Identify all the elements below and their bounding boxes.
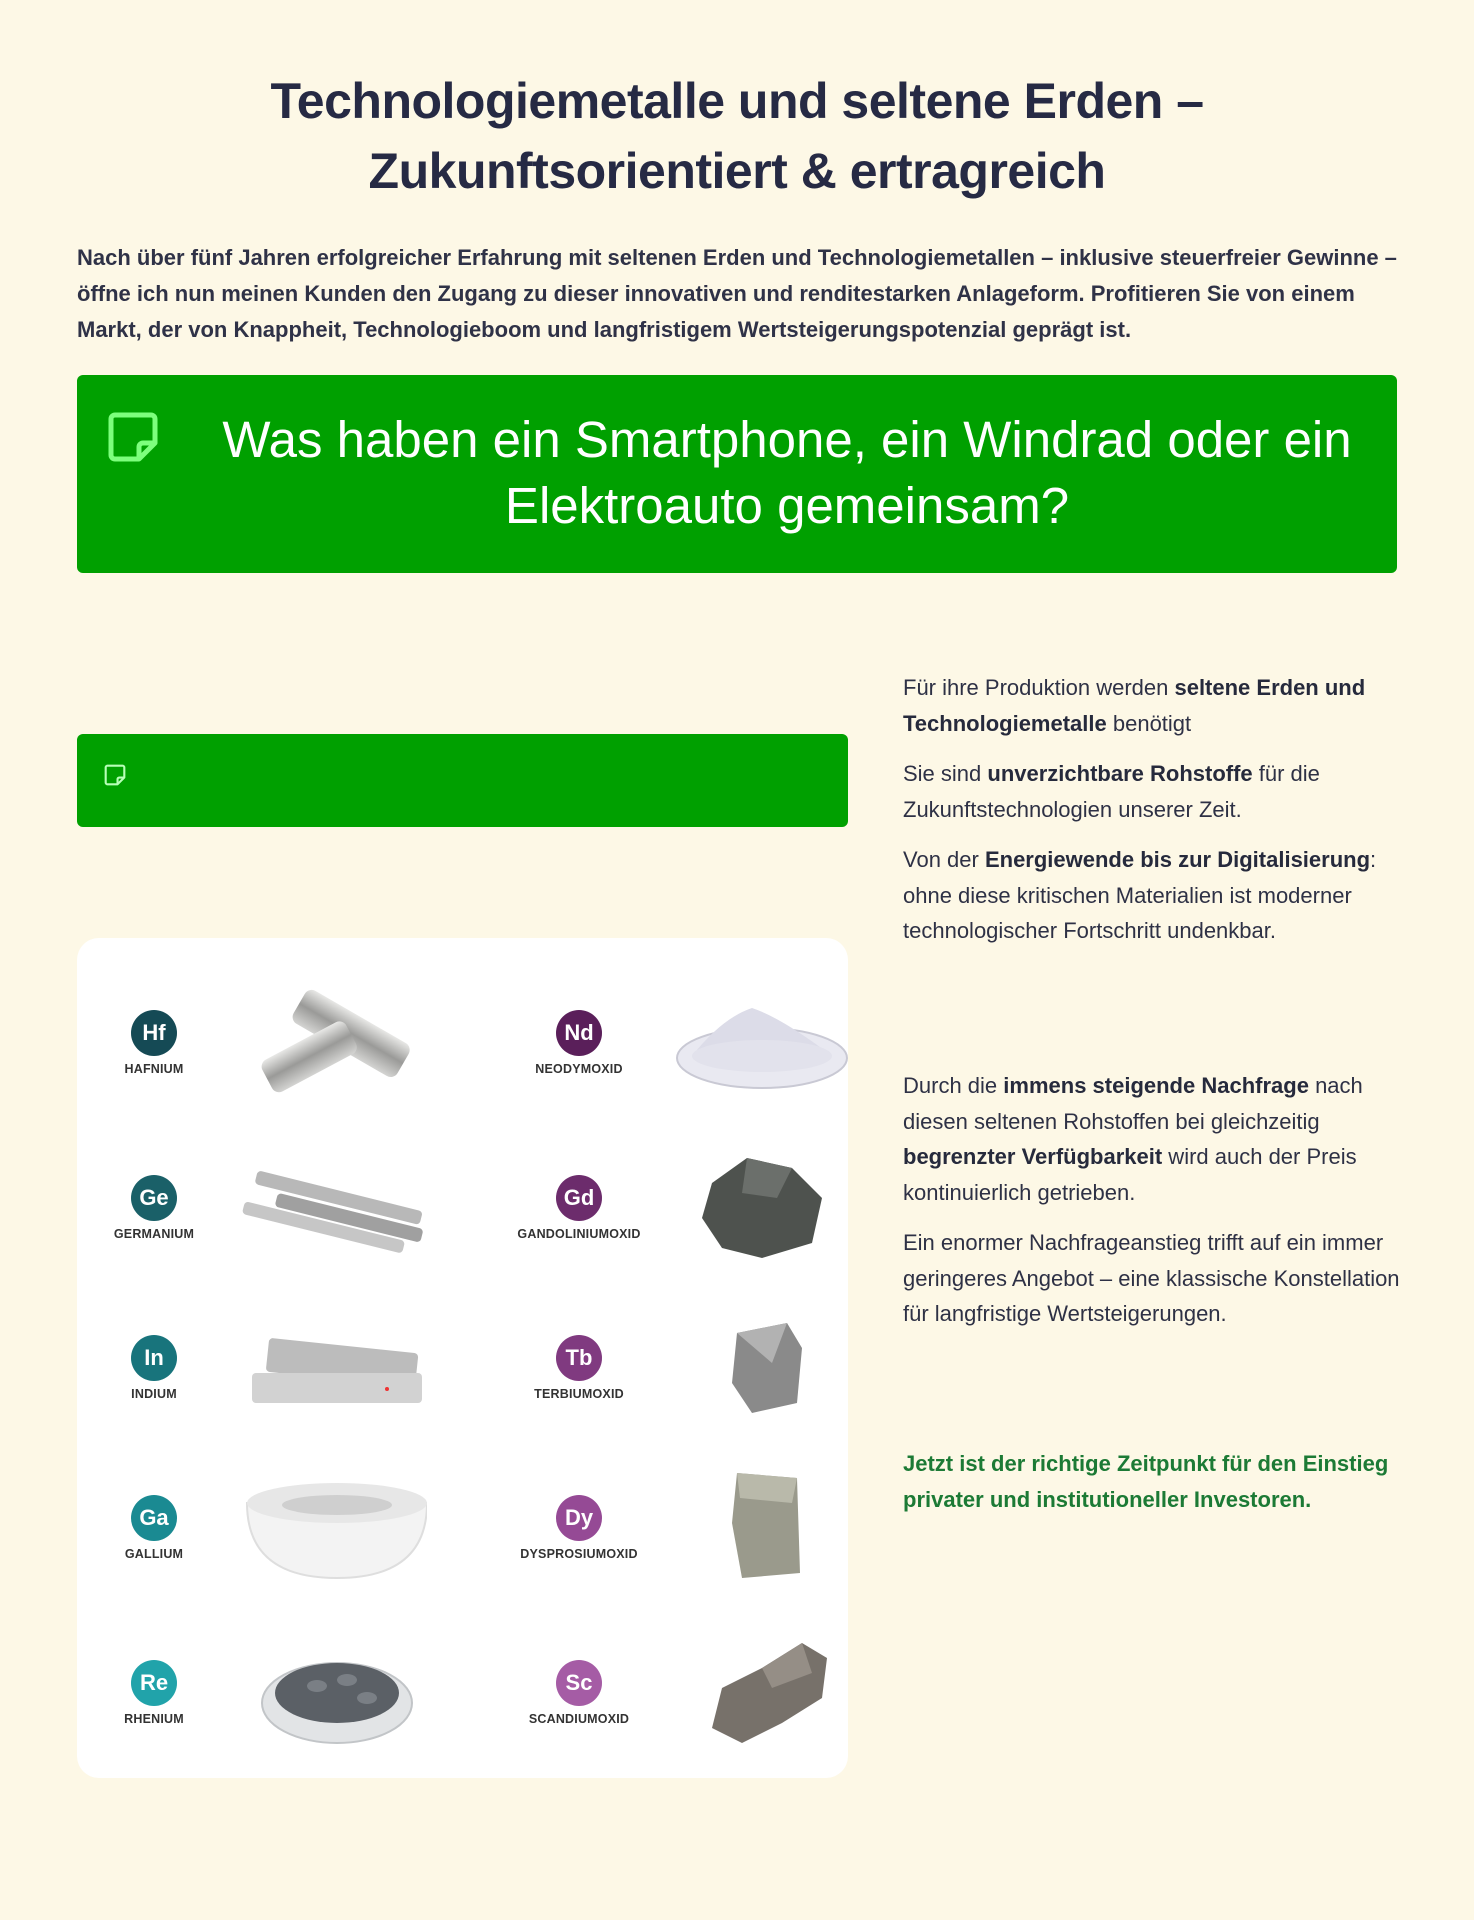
- element-germanium: [77, 1143, 457, 1303]
- element-badge: In: [131, 1335, 177, 1381]
- indium-ingots-image: [227, 1303, 427, 1433]
- text-raw-materials: [903, 756, 1403, 827]
- intro-text: Nach über fünf Jahren erfolgreicher Erfahrung mit seltenen Erden und Technologiemetallen – inklusive steuerfreier Gewinne – öffne ich nun meinen Kunden den Zugang zu dieser innovativen und renditestarken Anlageform. Profitieren Sie von einem Markt, der von Knappheit, Technologieboom und langfristigem Wertsteigerungspotenzial geprägt ist.: [77, 245, 1397, 342]
- text: nach diesen seltenen Rohstoffen bei gleichzeitig: [903, 1073, 1363, 1134]
- element-badge: Hf: [131, 1010, 177, 1056]
- element-gandoliniumoxid: [502, 1143, 882, 1303]
- page-title: Technologiemetalle und seltene Erden – Zukunftsorientiert & ertragreich: [270, 73, 1204, 199]
- text: Sie sind: [903, 761, 988, 786]
- element-name: RHENIUM: [124, 1712, 184, 1726]
- text-supply: Ein enormer Nachfrageanstieg trifft auf ein immer geringeres Angebot – eine klassische Konstellation für langfristige Wertsteigerungen.: [903, 1230, 1400, 1326]
- element-indium: [77, 1303, 457, 1463]
- elements-card: [77, 938, 848, 1778]
- element-gallium: [77, 1463, 457, 1623]
- text: Für ihre Produktion werden: [903, 675, 1175, 700]
- rhenium-pellets-image: [227, 1628, 427, 1758]
- scandiumoxid-rock-image: [652, 1628, 852, 1758]
- element-name: GANDOLINIUMOXID: [517, 1227, 641, 1241]
- element-name: DYSPROSIUMOXID: [520, 1547, 638, 1561]
- gallium-bowl-image: [227, 1463, 427, 1593]
- right-column-cta: [903, 1446, 1403, 1532]
- right-column-middle: [903, 1068, 1403, 1347]
- element-neodymoxid: [502, 978, 882, 1138]
- element-rhenium: [77, 1628, 457, 1788]
- text-production: [903, 670, 1403, 741]
- text: : ohne diese kritischen Materialien ist moderner technologischer Fortschritt undenkbar.: [903, 847, 1377, 943]
- element-badge: Tb: [556, 1335, 602, 1381]
- text-bold: Energiewende bis zur Digitalisierung: [984, 847, 1371, 872]
- element-name: GALLIUM: [124, 1547, 184, 1561]
- element-dysprosiumoxid: [502, 1463, 882, 1623]
- text: benötigt: [1106, 710, 1192, 736]
- element-badge: Sc: [556, 1660, 602, 1706]
- text: wird auch der Preis kontinuierlich getrieben.: [903, 1144, 1357, 1205]
- text-bold: begrenzter Verfügbarkeit: [903, 1144, 1163, 1169]
- hafnium-bars-image: [227, 978, 427, 1108]
- element-name: INDIUM: [131, 1387, 177, 1401]
- element-badge: Ga: [131, 1495, 177, 1541]
- gandoliniumoxid-rock-image: [652, 1143, 852, 1273]
- green-bar: [77, 734, 848, 827]
- element-name: SCANDIUMOXID: [528, 1712, 630, 1726]
- element-scandiumoxid: [502, 1628, 882, 1788]
- element-name: NEODYMOXID: [535, 1062, 623, 1076]
- element-badge: Nd: [556, 1010, 602, 1056]
- text: Von der: [903, 847, 985, 872]
- text-bold: seltene Erden und Technologiemetalle: [903, 675, 1366, 736]
- element-name: GERMANIUM: [113, 1227, 195, 1241]
- element-badge: Ge: [131, 1175, 177, 1221]
- element-badge: Gd: [556, 1175, 602, 1221]
- text-demand: [903, 1068, 1403, 1210]
- germanium-bars-image: [227, 1143, 427, 1273]
- element-name: HAFNIUM: [124, 1062, 184, 1076]
- element-terbiumoxid: [502, 1303, 882, 1463]
- text-energy-digitalization: [903, 842, 1403, 949]
- element-hafnium: [77, 978, 457, 1138]
- right-column-top: [903, 670, 1403, 964]
- note-icon: [104, 764, 126, 786]
- question-banner: [77, 375, 1397, 573]
- neodymoxid-powder-image: [652, 978, 852, 1108]
- text-bold: immens steigende Nachfrage: [1003, 1073, 1309, 1098]
- banner-question: Was haben ein Smartphone, ein Windrad oder ein Elektroauto gemeinsam?: [222, 411, 1352, 534]
- note-icon: [107, 411, 159, 463]
- text-bold: unverzichtbare Rohstoffe: [987, 761, 1253, 786]
- cta-text: Jetzt ist der richtige Zeitpunkt für den Einstieg privater und institutioneller Investoren.: [903, 1451, 1389, 1512]
- dysprosiumoxid-block-image: [652, 1463, 852, 1593]
- element-name: TERBIUMOXID: [534, 1387, 624, 1401]
- element-badge: Dy: [556, 1495, 602, 1541]
- text: für die Zukunftstechnologien unserer Zeit.: [903, 761, 1320, 822]
- terbiumoxid-chunk-image: [652, 1303, 852, 1433]
- element-badge: Re: [131, 1660, 177, 1706]
- text: Durch die: [903, 1073, 1004, 1098]
